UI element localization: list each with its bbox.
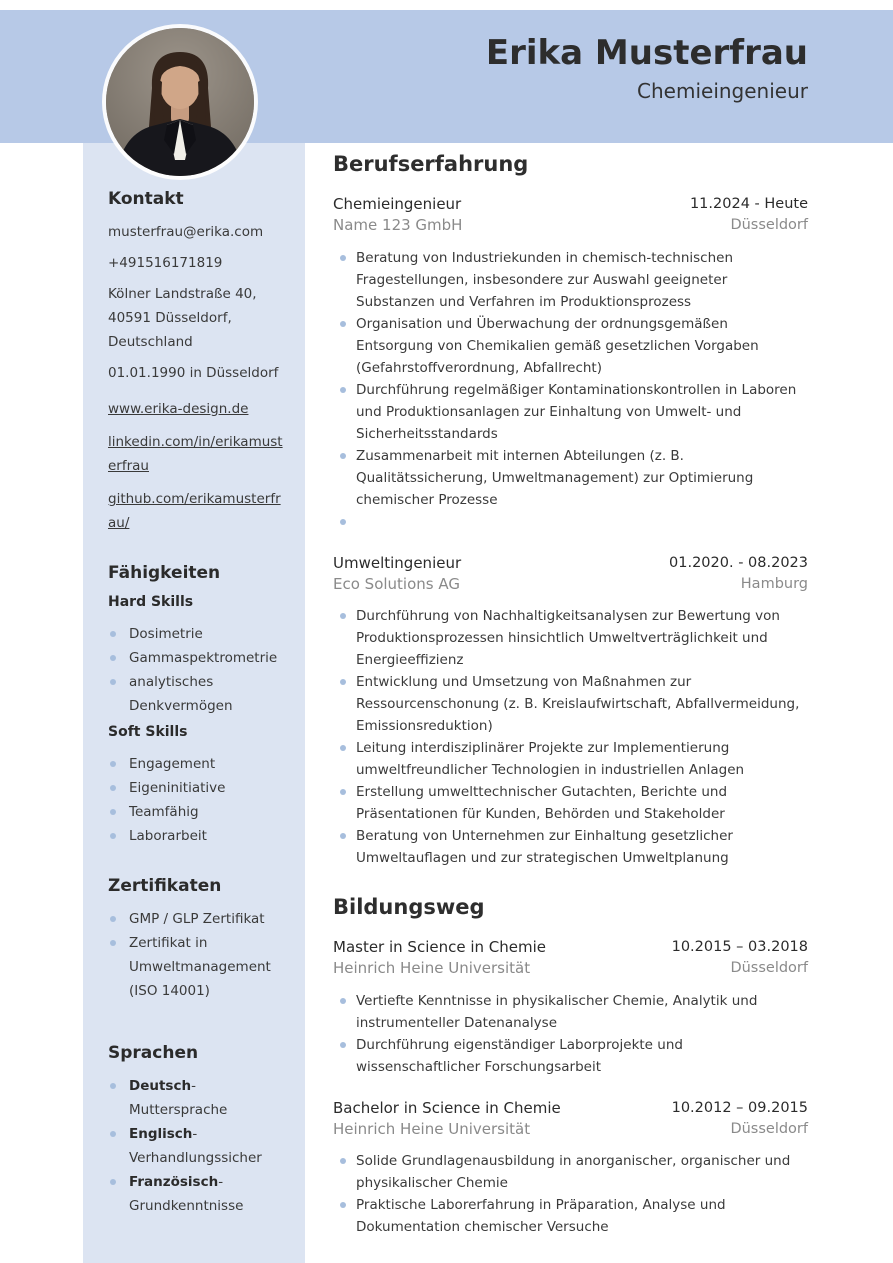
- bullet-item: Zusammenarbeit mit internen Abteilungen (z. B. Qualitätssicherung, Umweltmanagement) zur Optimierung chemischer Prozesse: [333, 445, 808, 511]
- location: Hamburg: [740, 575, 808, 592]
- skill-item: Teamfähig: [108, 800, 287, 824]
- bullet-item: Durchführung eigenständiger Laborprojekte und wissenschaftlicher Forschungsarbeit: [333, 1034, 808, 1078]
- location: Düsseldorf: [730, 960, 808, 977]
- language-item: [108, 1170, 287, 1218]
- entry-right: [669, 553, 808, 595]
- date-range: 01.2020. - 08.2023: [669, 554, 808, 571]
- skills-heading: Fähigkeiten: [108, 563, 221, 583]
- address-line: Kölner Landstraße 40,: [108, 286, 257, 302]
- education-heading: Bildungsweg: [333, 895, 485, 920]
- contact-phone: +491516171819: [108, 255, 223, 271]
- main-content: [333, 152, 808, 1258]
- experience-entry: [333, 194, 808, 533]
- skill-item: Eigeninitiative: [108, 776, 287, 800]
- entry-right: [672, 1098, 808, 1140]
- contact-heading: Kontakt: [108, 189, 184, 209]
- skill-item: Engagement: [108, 752, 287, 776]
- person-title: Chemieingenieur: [637, 79, 808, 104]
- skill-item: Gammaspektrometrie: [108, 646, 287, 670]
- language-level: Grundkenntnisse: [129, 1198, 244, 1214]
- contact-link[interactable]: github.com/erikamusterfrau/: [108, 491, 281, 531]
- entry-header: [333, 194, 808, 236]
- language-name: Deutsch: [129, 1078, 192, 1094]
- hard-skills-label: Hard Skills: [108, 594, 194, 610]
- education-entry: [333, 1098, 808, 1239]
- bullet-item: Solide Grundlagenausbildung in anorganischer, organischer und physikalischer Chemie: [333, 1150, 808, 1194]
- date-range: 10.2012 – 09.2015: [671, 1099, 808, 1116]
- contact-birthdate: 01.01.1990 in Düsseldorf: [108, 365, 279, 381]
- bullet-item: Organisation und Überwachung der ordnungsgemäßen Entsorgung von Chemikalien gemäß gesetzlichen Vorgaben (Gefahrstoffverordnung, Abfallrecht): [333, 313, 808, 379]
- entry-header: [333, 937, 808, 979]
- experience-heading: Berufserfahrung: [333, 152, 529, 176]
- entry-left: [333, 937, 546, 979]
- location: Düsseldorf: [730, 1121, 808, 1138]
- contact-address: [108, 282, 287, 354]
- portrait-illustration: [106, 28, 254, 176]
- entry-left: [333, 194, 462, 236]
- date-range: 10.2015 – 03.2018: [671, 939, 808, 956]
- address-line: 40591 Düsseldorf,: [108, 310, 232, 326]
- language-level: Muttersprache: [129, 1102, 228, 1118]
- language-item: [108, 1074, 287, 1122]
- education-bullets: [333, 1150, 808, 1238]
- language-level: Verhandlungssicher: [129, 1150, 262, 1166]
- skill-item: Laborarbeit: [108, 824, 287, 848]
- date-range: 11.2024 - Heute: [689, 196, 808, 212]
- bullet-item: Beratung von Industriekunden in chemisch-technischen Fragestellungen, insbesondere zur Auswahl geeigneter Substanzen und Verfahren im Produktionsprozess: [333, 247, 808, 313]
- language-name: Französisch: [129, 1174, 219, 1190]
- bullet-item: [333, 511, 808, 533]
- job-bullets: [333, 247, 808, 533]
- language-separator: -: [192, 1126, 198, 1142]
- languages-list: [108, 1074, 287, 1218]
- skill-item: Dosimetrie: [108, 622, 287, 646]
- hard-skills-list: [108, 622, 287, 718]
- certificates-heading: Zertifikaten: [108, 876, 222, 896]
- sidebar: [83, 143, 305, 1263]
- entry-left: [333, 553, 461, 595]
- job-bullets: [333, 605, 808, 869]
- bullet-item: Durchführung von Nachhaltigkeitsanalysen zur Bewertung von Produktionsprozessen hinsichtlich Umweltverträglichkeit und Energieeffizienz: [333, 605, 808, 671]
- university-name: Heinrich Heine Universität: [333, 1120, 531, 1139]
- university-name: Heinrich Heine Universität: [333, 959, 531, 978]
- address-line: Deutschland: [108, 334, 193, 350]
- entry-header: [333, 1098, 808, 1140]
- entry-right: [690, 194, 808, 236]
- education-bullets: [333, 990, 808, 1078]
- company-name: Eco Solutions AG: [333, 574, 460, 593]
- certificate-item: GMP / GLP Zertifikat: [108, 907, 287, 931]
- bullet-item: Durchführung regelmäßiger Kontaminationskontrollen in Laboren und Produktionsanlagen zur Einhaltung von Umwelt- und Sicherheitsstandards: [333, 379, 808, 445]
- degree-title: Bachelor in Science in Chemie: [333, 1098, 561, 1117]
- certificate-item: Zertifikat in Umweltmanagement (ISO 14001): [108, 931, 287, 1003]
- soft-skills-label: Soft Skills: [108, 724, 188, 740]
- contact-link[interactable]: linkedin.com/in/erikamusterfrau: [108, 434, 283, 474]
- contact-links: [108, 397, 287, 535]
- company-name: Name 123 GmbH: [333, 216, 463, 235]
- soft-skills-list: [108, 752, 287, 848]
- entry-right: [672, 937, 808, 979]
- language-separator: -: [218, 1174, 224, 1190]
- bullet-item: Praktische Laborerfahrung in Präparation, Analyse und Dokumentation chemischer Versuche: [333, 1194, 808, 1238]
- language-separator: -: [191, 1078, 196, 1094]
- certificates-list: [108, 907, 287, 1003]
- job-title: Chemieingenieur: [333, 195, 462, 213]
- location: Düsseldorf: [730, 217, 808, 234]
- bullet-item: Beratung von Unternehmen zur Einhaltung gesetzlicher Umweltauflagen und zur strategischen Umweltplanung: [333, 825, 808, 869]
- bullet-item: Erstellung umwelttechnischer Gutachten, Berichte und Präsentationen für Kunden, Behörden und Stakeholder: [333, 781, 808, 825]
- language-name: Englisch: [129, 1126, 193, 1142]
- education-entry: [333, 937, 808, 1078]
- bullet-item: Entwicklung und Umsetzung von Maßnahmen zur Ressourcenschonung (z. B. Kreislaufwirtschaft, Abfallvermeidung, Emissionsreduktion): [333, 671, 808, 737]
- degree-title: Master in Science in Chemie: [333, 938, 547, 957]
- profile-photo: [106, 28, 254, 176]
- entry-left: [333, 1098, 561, 1140]
- contact-email: musterfrau@erika.com: [108, 224, 264, 240]
- skill-item: analytisches Denkvermögen: [108, 670, 287, 718]
- entry-header: [333, 553, 808, 595]
- bullet-item: Leitung interdisziplinärer Projekte zur Implementierung umweltfreundlicher Technologien in industriellen Anlagen: [333, 737, 808, 781]
- language-item: [108, 1122, 287, 1170]
- bullet-item: Vertiefte Kenntnisse in physikalischer Chemie, Analytik und instrumenteller Datenanalyse: [333, 990, 808, 1034]
- contact-link[interactable]: www.erika-design.de: [108, 401, 249, 417]
- experience-entry: [333, 553, 808, 870]
- languages-heading: Sprachen: [108, 1043, 199, 1063]
- person-name: Erika Musterfrau: [485, 33, 808, 73]
- job-title: Umweltingenieur: [333, 553, 462, 572]
- name-block: [486, 34, 808, 103]
